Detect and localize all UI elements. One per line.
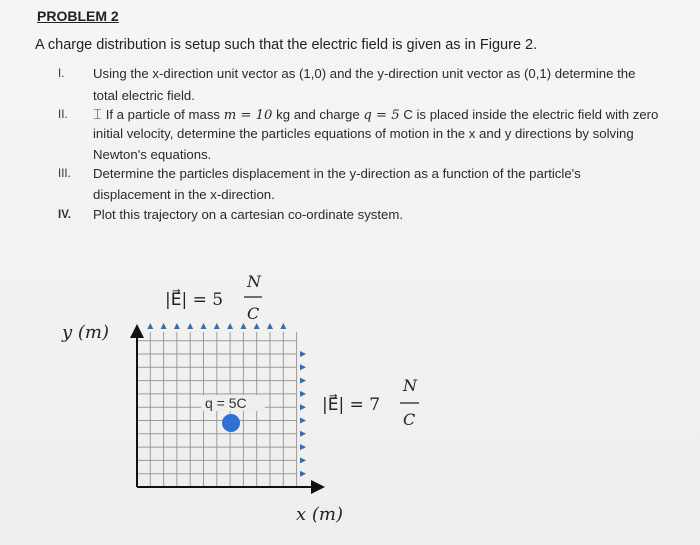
text-cursor-icon: ⌶ [93, 106, 103, 123]
field-arrow-right [300, 431, 306, 437]
field-arrow-right [300, 418, 306, 424]
x-axis-label: x (m) [296, 504, 343, 525]
item-text: ⌶ If a particle of mass m = 10 kg and charge q = 5 C is placed inside the electric field with zero [93, 106, 659, 123]
item-text: Plot this trajectory on a cartesian co-ordinate system. [93, 207, 404, 222]
field-arrows-y [147, 323, 286, 329]
field-arrow-up [254, 323, 260, 329]
charge-expression: q = 5 [363, 108, 400, 123]
field-arrow-up [174, 323, 180, 329]
field-arrow-up [187, 323, 193, 329]
field-arrow-right [300, 351, 306, 357]
svg-text:|E⃗| = 5: |E⃗| = 5 [165, 290, 224, 310]
field-arrow-right [300, 457, 306, 463]
problem-intro: A charge distribution is setup such that the electric field is given as in Figure 2. [35, 37, 538, 53]
field-y-label [165, 272, 262, 323]
svg-text:|E⃗| = 7: |E⃗| = 7 [322, 395, 381, 415]
field-arrow-up [280, 323, 286, 329]
item-number: IV. [58, 209, 72, 221]
item-text: total electric field. [93, 88, 195, 103]
item-text: Using the x-direction unit vector as (1,0) and the y-direction unit vector as (0,1) determine the [93, 66, 636, 81]
item-text: initial velocity, determine the particles equations of motion in the x and y directions by solving [93, 126, 634, 141]
field-arrows-x [300, 351, 306, 477]
item-text: Determine the particles displacement in the y-direction as a function of the particle's [93, 166, 581, 181]
item-number: III. [58, 168, 71, 180]
y-axis-label: y (m) [62, 322, 110, 343]
field-arrow-up [240, 323, 246, 329]
field-arrow-up [147, 323, 153, 329]
field-arrow-up [161, 323, 167, 329]
field-x-label [322, 376, 419, 429]
field-arrow-up [267, 323, 273, 329]
item-text: displacement in the x-direction. [93, 187, 275, 202]
problem-title: PROBLEM 2 [37, 8, 119, 24]
mass-expression: m = 10 [223, 108, 273, 123]
item-text: Newton's equations. [93, 147, 212, 162]
field-arrow-right [300, 378, 306, 384]
svg-text:N: N [403, 376, 417, 395]
item-number: I. [58, 68, 65, 80]
field-arrow-right [300, 391, 306, 397]
field-arrow-up [227, 323, 233, 329]
field-arrow-right [300, 444, 306, 450]
charge-label: q = 5C [205, 395, 247, 411]
item-number: II. [58, 109, 68, 121]
field-arrow-right [300, 471, 306, 477]
charge-particle [222, 414, 240, 432]
field-arrow-up [214, 323, 220, 329]
field-arrow-right [300, 364, 306, 370]
field-arrow-right [300, 404, 306, 410]
svg-text:C: C [403, 410, 416, 429]
field-arrow-up [201, 323, 207, 329]
svg-text:C: C [247, 304, 260, 323]
svg-text:N: N [247, 272, 261, 291]
